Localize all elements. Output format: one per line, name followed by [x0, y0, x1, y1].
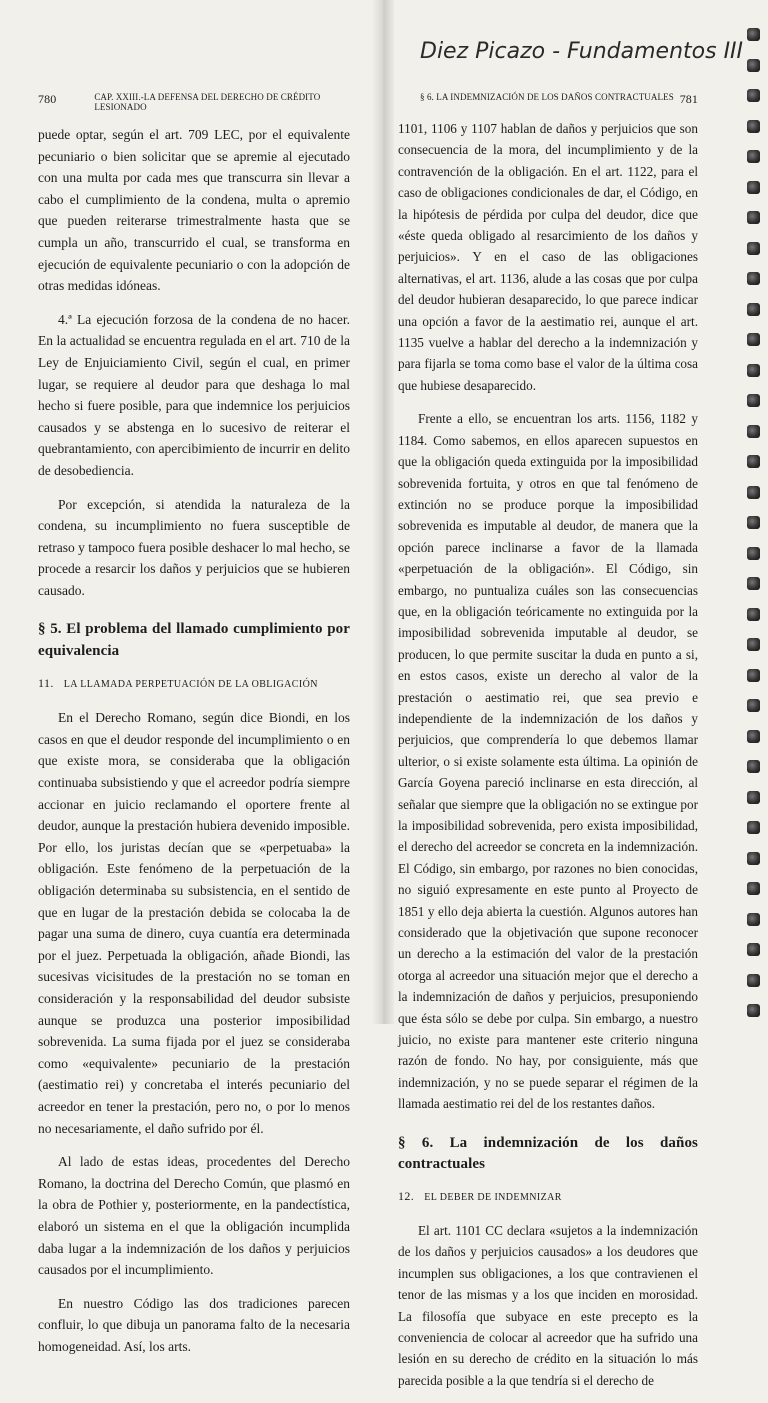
binder-ring-icon [747, 394, 760, 407]
binder-ring-icon [747, 852, 760, 865]
handwritten-note [420, 18, 744, 78]
book-gutter [372, 0, 394, 1024]
right-page-content [398, 118, 698, 1403]
binder-ring-icon [747, 821, 760, 834]
right-page-number: 781 [679, 92, 698, 106]
left-paragraph-6: En nuestro Código las dos tradiciones parecen confluir, lo que dibuja un panorama falto de la necesaria homogeneidad. Así, los arts. [38, 1295, 350, 1354]
binder-ring-icon [747, 547, 760, 560]
binder-ring-icon [747, 303, 760, 316]
binder-ring-icon [747, 516, 760, 529]
binder-ring-icon [747, 181, 760, 194]
binder-ring-icon [747, 669, 760, 682]
binder-ring-icon [747, 730, 760, 743]
binder-ring-icon [747, 486, 760, 499]
subsection-12-title: EL DEBER DE INDEMNIZAR [424, 1191, 562, 1203]
binder-ring-icon [747, 425, 760, 438]
section-5-heading: § 5. El problema del llamado cumplimiento por equivalencia [38, 621, 350, 660]
binder-ring-icon [747, 943, 760, 956]
subsection-12-heading [398, 1186, 698, 1208]
binder-ring-icon [747, 333, 760, 346]
left-page-content [38, 124, 350, 1369]
binder-ring-icon [747, 272, 760, 285]
right-paragraph-1: 1101, 1106 y 1107 hablan de daños y perjuicios que son consecuencia de la mora, del incumplimiento y de la contravención de la obligación. En el art. 1122, para el caso de obligaciones condicionales de dar, el Código, en la hipótesis de pérdida por culpa del deudor, dice que «éste queda obligado al resarcimiento de los daños y perjuicios». Y en el caso de las obligaciones alternativas, el art. 1136, alude a las cosas que por culpa del deudor hubieran desaparecido, lo que parece indicar una opción a favor de la aestimatio rei, aunque el art. 1135 vuelve a hablar del derecho a la indemnización y para fijarla se toma como base el valor de la última cosa que hubiese desaparecido. [398, 121, 698, 393]
subsection-12-number: 12. [398, 1188, 415, 1203]
binder-ring-icon [747, 242, 760, 255]
binder-ring-icon [747, 608, 760, 621]
binder-ring-icon [747, 699, 760, 712]
binder-ring-icon [747, 913, 760, 926]
binder-ring-icon [747, 364, 760, 377]
left-chapter-title: CAP. XXIII.-LA DEFENSA DEL DERECHO DE CRÉDITO LESIONADO [94, 92, 321, 112]
right-section-title: § 6. LA INDEMNIZACIÓN DE LOS DAÑOS CONTRACTUALES [420, 92, 674, 102]
subsection-11-number: 11. [38, 675, 54, 690]
left-running-head [38, 92, 350, 112]
binder-ring-icon [747, 150, 760, 163]
left-paragraph-4: En el Derecho Romano, según dice Biondi, en los casos en que el deudor responde del incumplimiento o en que existe mora, se consideraba que la obligación continuaba subsistiendo y que el acreedor podría siempre accionar en juicio reclamando el oportere frente al deudor, aunque la prestación hubiera devenido imposible. Por ello, los juristas decían que se «perpetuaba» la obligación. Este fenómeno de la perpetuación de la obligación determinaba su subsistencia, en el sentido de que en lugar de la prestación debida se colocaba la de pagar una suma de dinero, cuya cuantía era determinada por el juez. Perpetuada la obligación, añade Biondi, las sucesivas vicisitudes de la prestación no se toman en consideración y la responsabilidad del deudor subsiste aunque se produzca una posterior imposibilidad sobrevenida. La suma fijada por el juez se consideraba como «equivalente» pecuniario de la prestación (aestimatio rei) y concretaba el interés pecuniario del acreedor en tener la prestación, pero no, o por lo menos no necesariamente, el daño sufrido por él. [38, 710, 350, 1136]
binder-ring-icon [747, 791, 760, 804]
right-running-head [420, 92, 698, 107]
left-paragraph-1: puede optar, según el art. 709 LEC, por el equivalente pecuniario o bien solicitar que se apremie al ejecutado con una multa por cada mes que transcurra sin llevar a cabo el cumplimiento de la condena, multa o apremio que pueden reiterarse trimestralmente hasta que se cumpla un año, transcurrido el cual, se transforma en ejecución de equivalente pecuniario o con la adopción de otras medidas idóneas. [38, 127, 350, 294]
left-paragraph-3: Por excepción, si atendida la naturaleza de la condena, su incumplimiento no fuera susceptible de retraso y tampoco fuera posible deshacer lo mal hecho, se procede a resarcir los daños y perjuicios que se hubieren causado. [38, 496, 350, 598]
subsection-11-heading [38, 673, 350, 696]
binder-ring-icon [747, 1004, 760, 1017]
binder-ring-icon [747, 120, 760, 133]
binder-ring-icon [747, 974, 760, 987]
left-paragraph-2: 4.ª La ejecución forzosa de la condena de no hacer. En la actualidad se encuentra regulada en el art. 710 de la Ley de Enjuiciamiento Civil, según el cual, en primer lugar, se requiere al deudor para que deshaga lo mal hecho si fuere posible, para que indemnice los perjuicios causados y se abstenga en lo sucesivo de reiterar el quebrantamiento, con apercibimiento de incurrir en delito de desobediencia. [38, 311, 350, 478]
binder-ring-icon [747, 59, 760, 72]
binder-rings [740, 0, 768, 1024]
binder-ring-icon [747, 455, 760, 468]
binder-ring-icon [747, 577, 760, 590]
binder-ring-icon [747, 760, 760, 773]
left-page-number: 780 [38, 92, 57, 106]
right-paragraph-3: El art. 1101 CC declara «sujetos a la indemnización de los daños y perjuicios causados» a los deudores que incumplen sus obligaciones, a los que contravienen el tenor de las mismas y a los que inciden en morosidad. La filosofía que subyace en este precepto es la conveniencia de colocar al acreedor que ha sufrido una lesión en su derecho de crédito en la situación lo más parecida posible a la que tendría si el derecho de [398, 1222, 698, 1388]
section-6-heading: § 6. La indemnización de los daños contractuales [398, 1134, 698, 1173]
left-paragraph-5: Al lado de estas ideas, procedentes del Derecho Romano, la doctrina del Derecho Común, que plasmó en la obra de Pothier y, posteriormente, en la pandectística, elaboró un sistema en el que la obligación incumplida daba lugar a la indemnización de los daños y perjuicios causados por el incumplimiento. [38, 1154, 350, 1278]
binder-ring-icon [747, 28, 760, 41]
handwritten-note-text: Diez Picazo - Fundamentos III [420, 39, 744, 64]
binder-ring-icon [747, 211, 760, 224]
binder-ring-icon [747, 638, 760, 651]
subsection-11-title: LA LLAMADA PERPETUACIÓN DE LA OBLIGACIÓN [63, 678, 318, 690]
binder-ring-icon [747, 882, 760, 895]
binder-ring-icon [747, 89, 760, 102]
right-paragraph-2: Frente a ello, se encuentran los arts. 1156, 1182 y 1184. Como sabemos, en ellos aparecen supuestos en que la obligación queda extinguida por la imposibilidad sobrevenida fortuita, y otros en que tal fenómeno de extinción no se produce porque la imposibilidad sobrevenida es imputable al deudor, de manera que la opción parece inclinarse a favor de la llamada «perpetuación de la obligación». El Código, sin embargo, no puntualiza cuáles son las consecuencias que, en la obligación teóricamente no extinguida por la imposibilidad sobrevenida imputable al deudor, se producen, lo que permite suscitar la duda en punto a si, en estos casos, existe un derecho al valor de la prestación o aestimatio rei, que sea previo e independiente de la indemnización de los daños y perjuicios, que comprendería lo que debemos llamar ulterior, o si existe solamente esta última. La opinión de García Goyena pareció inclinarse en esta dirección, al señalar que siempre que la obligación no se extingue por la imposibilidad sobrevenida, pero exista imposibilidad, el derecho del acreedor se concreta en la indemnización. El Código, sin embargo, por razones no bien conocidas, no siguió expresamente en este punto al Proyecto de 1851 y ello deja abierta la cuestión. Algunos autores han considerado que la objetivación que supone reconocer un derecho a la estimación del valor de la prestación otorga al acreedor una situación mejor que el derecho a la indemnización de daños y perjuicios, presuponiendo que ésta sólo se debe por culpa. Sin embargo, a nuestro juicio, no existe para mantener este criterio ninguna razón de fondo. No hay, por consiguiente, más que indemnización, y no se puede separar el régimen de la llamada aestimatio rei del de los restantes daños. [398, 411, 698, 1112]
